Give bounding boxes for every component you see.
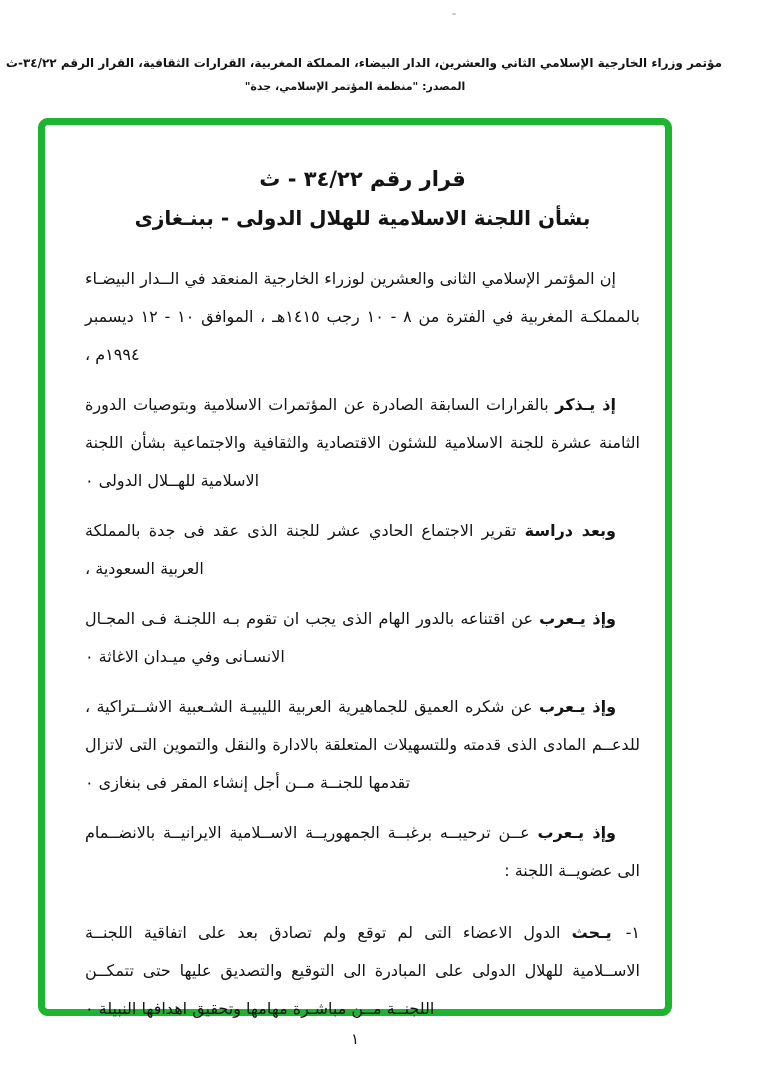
preamble-clause-expressing-thanks (85, 688, 640, 802)
item-lead: يـحث (571, 923, 612, 942)
clause-lead: وإذ يـعرب (538, 697, 617, 716)
page-number: ١ (350, 1030, 360, 1048)
paragraph-text: عن اقتناعه بالدور الهام الذى يجب ان تقوم بـه اللجنـة فـى المجـال الانسـانى وفي ميـدان الاغاثة ٠ (85, 609, 533, 666)
citation-header (5, 53, 722, 95)
clause-lead: وإذ يـعرب (539, 609, 617, 628)
scan-artifact-dot (452, 13, 456, 15)
clause-lead: وإذ يـعرب (537, 823, 616, 842)
resolution-number-title: قرار رقم ٣٤/٢٢ - ث (259, 167, 466, 191)
paragraph-text: عن شكره العميق للجماهيرية العربية الليبيـة الشـعبية الاشــتراكية ، للدعــم المادى الذى قدمته وللتسهيلات المتعلقة بالادارة والنقل والتموين التى لاتزال تقدمها للجنــة مــن أجل إنشاء المقر فى بنغازى ٠ (85, 697, 640, 792)
operative-item-1 (85, 914, 640, 1028)
resolution-body (85, 260, 640, 1028)
paragraph-text: عــن ترحيبــه برغبــة الجمهوريــة الاســلامية الايرانيــة بالانضــمام الى عضويــة اللجنة : (85, 823, 640, 880)
preamble-clause-welcoming (85, 814, 640, 890)
citation-line: مؤتمر وزراء الخارجية الإسلامي الثاني والعشرين، الدار البيضاء، المملكة المغربية، القرارات الثقافية، القرار الرقم ٣٤/٢٢-ث (5, 56, 722, 70)
item-number: ١- (625, 923, 640, 942)
preamble-clause-expressing-conviction (85, 600, 640, 676)
paragraph-text: تقرير الاجتماع الحادي عشر للجنة الذى عقد فى جدة بالمملكة العربية السعودية ، (85, 521, 517, 578)
preamble-clause-recalling (85, 386, 640, 500)
citation-source: المصدر: "منظمة المؤتمر الإسلامي، جدة" (244, 80, 466, 93)
clause-lead: وبعد دراسة (524, 521, 617, 540)
paragraph-text: بالقرارات السابقة الصادرة عن المؤتمرات الاسلامية وبتوصيات الدورة الثامنة عشرة للجنة الاسلامية للشئون الاقتصادية والثقافية والاجتماعية بشأن اللجنة الاسلامية للهــلال الدولى ٠ (85, 395, 640, 490)
clause-lead: إذ يـذكر (555, 395, 616, 414)
preamble-paragraph-1 (85, 260, 640, 374)
item-text: الدول الاعضاء التى لم توقع ولم تصادق بعد على اتفاقية اللجنــة الاســلامية للهلال الدولى على المبادرة الى التوقيع والتصديق عليها حتى تتمكــن اللجنــة مــن مباشـرة مهامها وتحقيق اهدافها النبيلة ٠ (85, 923, 640, 1018)
resolution-subject-title: بشأن اللجنة الاسلامية للهلال الدولى - ببنـغازى (134, 206, 591, 230)
preamble-clause-having-studied (85, 512, 640, 588)
green-frame (38, 118, 672, 1016)
paragraph-text: إن المؤتمر الإسلامي الثانى والعشرين لوزراء الخارجية المنعقد في الــدار البيضـاء بالمملكـة المغربية في الفترة من ٨ - ١٠ رجب ١٤١٥هـ ، الموافق ١٠ - ١٢ ديسمبر ١٩٩٤م ، (85, 269, 641, 364)
